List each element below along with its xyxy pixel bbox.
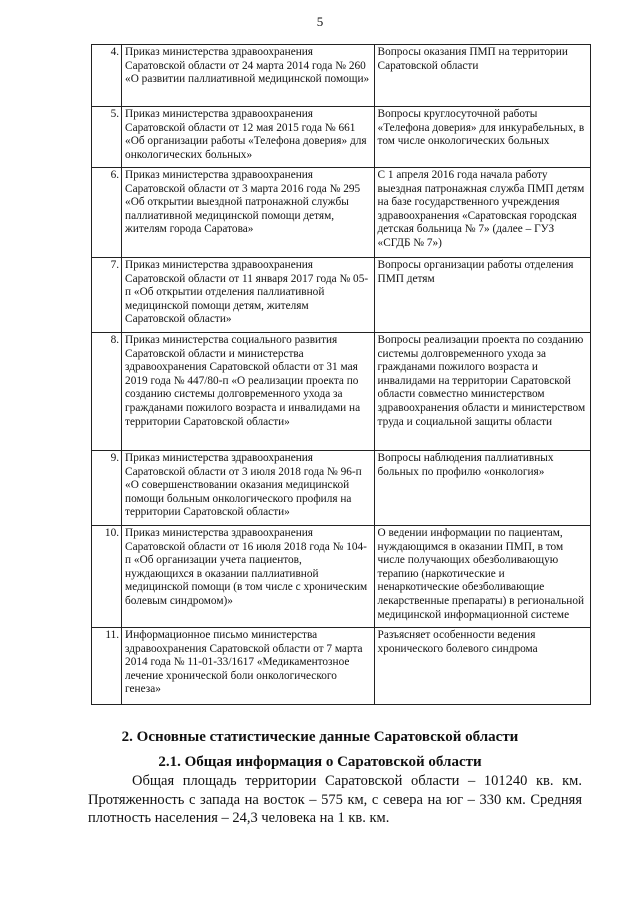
document-title: Приказ министерства здравоохранения Саратовской области от 11 января 2017 года № 05-п «Об открытии отделения паллиативной медицинской помощи детям, жителям Саратовской области»: [122, 258, 375, 333]
regulatory-documents-table: [91, 44, 591, 705]
table-row: [92, 451, 591, 526]
table-row: [92, 258, 591, 333]
row-number: 9.: [92, 451, 122, 526]
document-description: Вопросы круглосуточной работы «Телефона доверия» для инкурабельных, в том числе онкологических больных: [374, 107, 590, 168]
row-number: 5.: [92, 107, 122, 168]
page-number: 5: [316, 14, 324, 29]
row-number: 7.: [92, 258, 122, 333]
row-number: 10.: [92, 526, 122, 628]
document-description: Разъясняет особенности ведения хронического болевого синдрома: [374, 628, 590, 705]
table-row: [92, 45, 591, 107]
row-number: 8.: [92, 333, 122, 451]
document-title: Приказ министерства здравоохранения Саратовской области от 3 июля 2018 года № 96-п «О совершенствовании оказания медицинской помощи больным онкологического профиля на территории Саратовской области»: [122, 451, 375, 526]
document-description: Вопросы оказания ПМП на территории Саратовской области: [374, 45, 590, 107]
document-description: О ведении информации по пациентам, нуждающимся в оказании ПМП, в том числе получающих обезболивающую терапию (наркотические и ненаркотические обезболивающие лекарственные препараты) в региональной медицинской информационной системе: [374, 526, 590, 628]
document-description: Вопросы наблюдения паллиативных больных по профилю «онкология»: [374, 451, 590, 526]
row-number: 11.: [92, 628, 122, 705]
table-row: [92, 628, 591, 705]
subsection-heading: 2.1. Общая информация о Саратовской области: [158, 754, 482, 770]
table-row: [92, 107, 591, 168]
table-row: [92, 333, 591, 451]
row-number: 4.: [92, 45, 122, 107]
table-row: [92, 526, 591, 628]
document-title: Приказ министерства социального развития Саратовской области и министерства здравоохранения Саратовской области от 31 мая 2019 года № 447/80-п «О реализации проекта по созданию системы долговременного ухода за гражданами пожилого возраста и инвалидами на территории Саратовской области»: [122, 333, 375, 451]
document-description: С 1 апреля 2016 года начала работу выездная патронажная служба ПМП детям на базе государственного учреждения здравоохранения «Саратовская городская детская больница № 7» (далее – ГУЗ «СГДБ № 7»): [374, 168, 590, 258]
document-title: Приказ министерства здравоохранения Саратовской области от 16 июля 2018 года № 104-п «Об организации учета пациентов, нуждающихся в оказании паллиативной медицинской помощи (в том числе с хроническим болевым синдромом)»: [122, 526, 375, 628]
document-description: Вопросы реализации проекта по созданию системы долговременного ухода за гражданами пожилого возраста и инвалидами на территории Саратовской области совместно министерством здравоохранения области и министерством труда и социальной защиты области: [374, 333, 590, 451]
document-title: Приказ министерства здравоохранения Саратовской области от 12 мая 2015 года № 661 «Об организации работы «Телефона доверия» для онкологических больных»: [122, 107, 375, 168]
table-row: [92, 168, 591, 258]
body-paragraph: Общая площадь территории Саратовской области – 101240 кв. км. Протяженность с запада на восток – 575 км, с севера на юг – 330 км. Средняя плотность населения – 24,3 человека на 1 кв. км.: [88, 773, 582, 826]
section-heading: 2. Основные статистические данные Саратовской области: [121, 729, 519, 745]
document-title: Информационное письмо министерства здравоохранения Саратовской области от 7 марта 2014 года № 11-01-33/1617 «Медикаментозное лечение хронической боли онкологического генеза»: [122, 628, 375, 705]
document-description: Вопросы организации работы отделения ПМП детям: [374, 258, 590, 333]
document-title: Приказ министерства здравоохранения Саратовской области от 3 марта 2016 года № 295 «Об открытии выездной патронажной службы паллиативной медицинской помощи детям, жителям города Саратова»: [122, 168, 375, 258]
row-number: 6.: [92, 168, 122, 258]
document-title: Приказ министерства здравоохранения Саратовской области от 24 марта 2014 года № 260 «О развитии паллиативной медицинской помощи»: [122, 45, 375, 107]
